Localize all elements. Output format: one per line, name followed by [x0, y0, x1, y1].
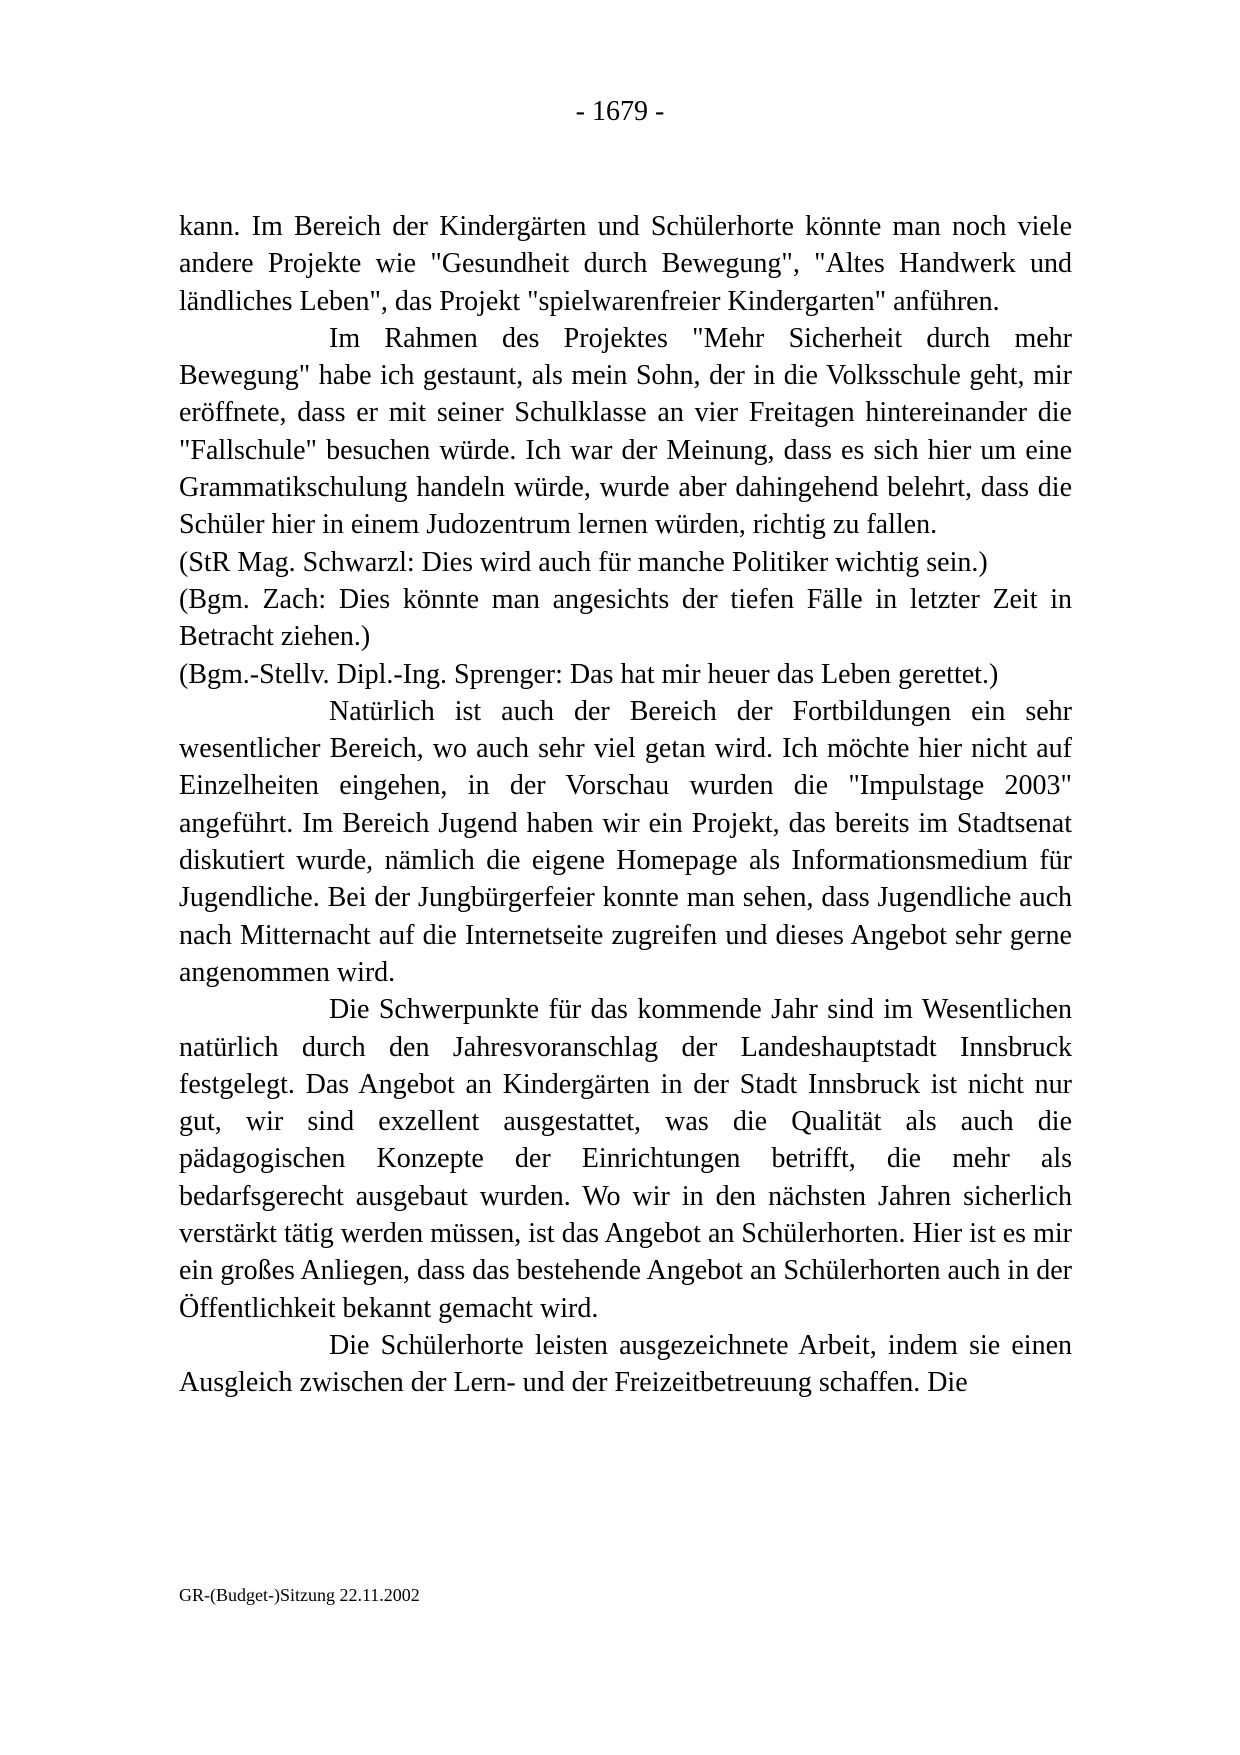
paragraph-1: kann. Im Bereich der Kindergärten und Schülerhorte könnte man noch viele andere Projekte wie "Gesundheit durch Bewegung", "Altes Handwerk und ländliches Leben", das Projekt "spielwarenfreier Kindergarten" anführen. — [179, 211, 1072, 317]
document-body — [179, 208, 1072, 1402]
interjection-1: (StR Mag. Schwarzl: Dies wird auch für manche Politiker wichtig sein.) — [179, 546, 988, 578]
paragraph-3: Natürlich ist auch der Bereich der Fortbildungen ein sehr wesentlicher Bereich, wo auch sehr viel getan wird. Ich möchte hier nicht auf Einzelheiten eingehen, in der Vorschau wurden die "Impulstage 2003" angeführt. Im Bereich Jugend haben wir ein Projekt, das bereits im Stadtsenat diskutiert wurde, nämlich die eigene Homepage als Informationsmedium für Jugendliche. Bei der Jungbürgerfeier konnte man sehen, dass Jugendliche auch nach Mitternacht auf die Internetseite zugreifen und dieses Angebot sehr gerne angenommen wird. — [179, 695, 1072, 988]
page-number: - 1679 - — [575, 96, 665, 127]
paragraph-5: Die Schülerhorte leisten ausgezeichnete Arbeit, indem sie einen Ausgleich zwischen der Lern- und der Freizeitbetreuung schaffen. Die — [179, 1329, 1072, 1399]
footer-session-date: GR-(Budget-)Sitzung 22.11.2002 — [179, 1585, 420, 1605]
paragraph-2: Im Rahmen des Projektes "Mehr Sicherheit durch mehr Bewegung" habe ich gestaunt, als mein Sohn, der in die Volksschule geht, mir eröffnete, dass er mit seiner Schulklasse an vier Freitagen hintereinander die "Fallschule" besuchen würde. Ich war der Meinung, dass es sich hier um eine Grammatikschulung handeln würde, wurde aber dahingehend belehrt, dass die Schüler hier in einem Judozentrum lernen würden, richtig zu fallen. — [179, 322, 1072, 541]
interjection-2: (Bgm. Zach: Dies könnte man angesichts der tiefen Fälle in letzter Zeit in Betracht ziehen.) — [179, 583, 1072, 653]
interjection-3: (Bgm.-Stellv. Dipl.-Ing. Sprenger: Das hat mir heuer das Leben gerettet.) — [179, 658, 999, 690]
paragraph-4: Die Schwerpunkte für das kommende Jahr sind im Wesentlichen natürlich durch den Jahresvoranschlag der Landeshauptstadt Innsbruck festgelegt. Das Angebot an Kindergärten in der Stadt Innsbruck ist nicht nur gut, wir sind exzellent ausgestattet, was die Qualität als auch die pädagogischen Konzepte der Einrichtungen betrifft, die mehr als bedarfsgerecht ausgebaut wurden. Wo wir in den nächsten Jahren sicherlich verstärkt tätig werden müssen, ist das Angebot an Schülerhorten. Hier ist es mir ein großes Anliegen, dass das bestehende Angebot an Schülerhorten auch in der Öffentlichkeit bekannt gemacht wird. — [179, 994, 1072, 1324]
